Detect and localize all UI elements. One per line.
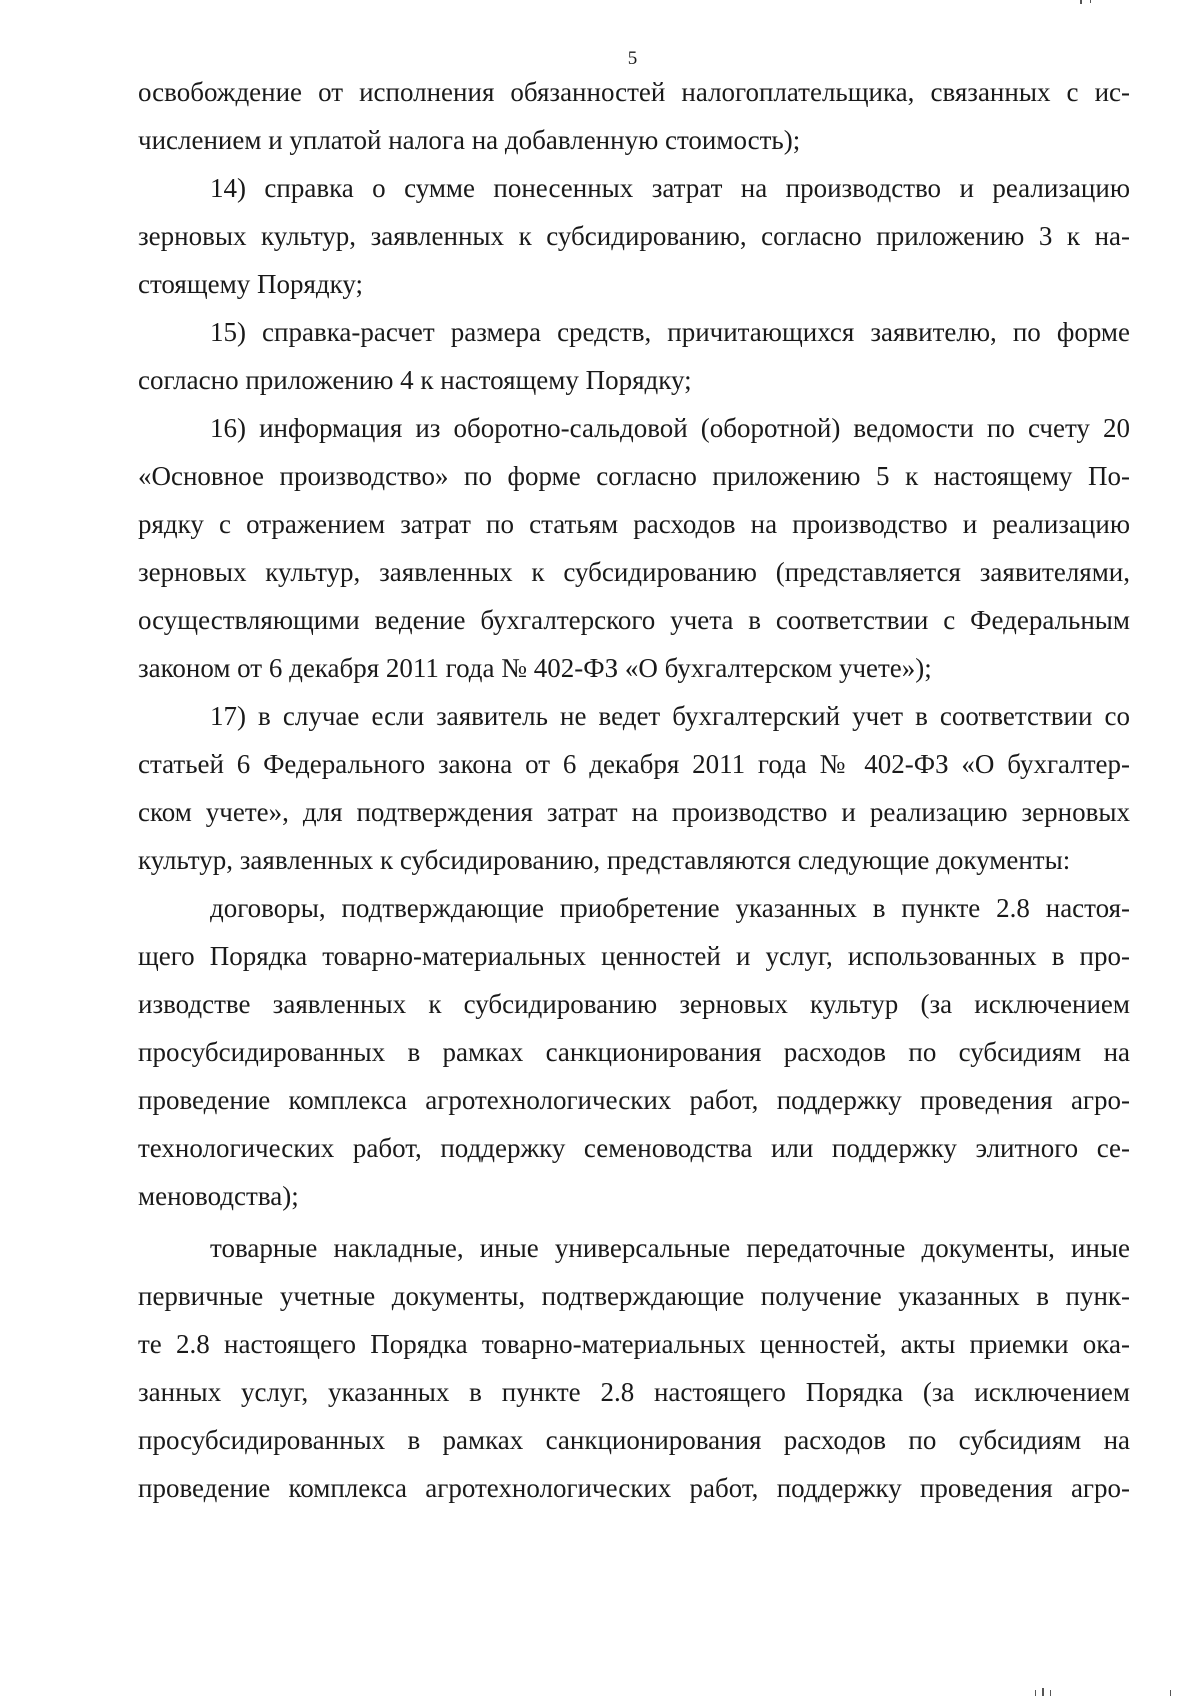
text-line: рядку с отражением затрат по статьям расходов на производство и реализацию <box>138 509 1130 539</box>
scan-artifact <box>1090 0 1091 3</box>
text-line: 16) информация из оборотно-сальдовой (оборотной) ведомости по счету 20 <box>210 413 1130 443</box>
text-line: первичные учетные документы, подтверждающие получение указанных в пунк- <box>138 1281 1130 1311</box>
text-line: проведение комплекса агротехнологических работ, поддержку проведения агро- <box>138 1473 1130 1503</box>
scan-artifact <box>1035 1690 1036 1696</box>
text-line: товарные накладные, иные универсальные передаточные документы, иные <box>210 1233 1130 1263</box>
text-line: стоящему Порядку; <box>138 269 363 299</box>
page-number: 5 <box>627 48 638 69</box>
text-line: договоры, подтверждающие приобретение указанных в пункте 2.8 настоя- <box>210 893 1130 923</box>
scan-artifact <box>1170 1690 1171 1696</box>
text-line: зерновых культур, заявленных к субсидированию, согласно приложению 3 к на- <box>138 221 1130 251</box>
text-line: 14) справка о сумме понесенных затрат на производство и реализацию <box>210 173 1130 203</box>
text-line: ском учете», для подтверждения затрат на производство и реализацию зерновых <box>138 797 1130 827</box>
text-line: изводстве заявленных к субсидированию зерновых культур (за исключением <box>138 989 1130 1019</box>
text-line: меноводства); <box>138 1181 299 1211</box>
text-line: культур, заявленных к субсидированию, представляются следующие документы: <box>138 845 1071 875</box>
text-line: проведение комплекса агротехнологических работ, поддержку проведения агро- <box>138 1085 1130 1115</box>
text-line: технологических работ, поддержку семеноводства или поддержку элитного се- <box>138 1133 1130 1163</box>
text-line: просубсидированных в рамках санкционирования расходов по субсидиям на <box>138 1037 1130 1067</box>
text-line: зерновых культур, заявленных к субсидированию (представляется заявителями, <box>138 557 1130 587</box>
scan-artifact <box>1080 0 1082 4</box>
text-line: освобождение от исполнения обязанностей налогоплательщика, связанных с ис- <box>138 77 1130 107</box>
text-line: щего Порядка товарно-материальных ценностей и услуг, использованных в про- <box>138 941 1130 971</box>
text-line: 17) в случае если заявитель не ведет бухгалтерский учет в соответствии со <box>210 701 1130 731</box>
text-line: занных услуг, указанных в пункте 2.8 настоящего Порядка (за исключением <box>138 1377 1130 1407</box>
text-line: согласно приложению 4 к настоящему Порядку; <box>138 365 692 395</box>
text-line: осуществляющими ведение бухгалтерского учета в соответствии с Федеральным <box>138 605 1130 635</box>
text-line: те 2.8 настоящего Порядка товарно-материальных ценностей, акты приемки ока- <box>138 1329 1130 1359</box>
text-line: законом от 6 декабря 2011 года № 402-ФЗ «О бухгалтерском учете»); <box>138 653 932 683</box>
text-line: числением и уплатой налога на добавленную стоимость); <box>138 125 801 155</box>
text-line: «Основное производство» по форме согласно приложению 5 к настоящему По- <box>138 461 1130 491</box>
scan-artifact <box>1042 1688 1044 1696</box>
text-line: статьей 6 Федерального закона от 6 декабря 2011 года № 402-ФЗ «О бухгалтер- <box>138 749 1130 779</box>
text-line: 15) справка-расчет размера средств, причитающихся заявителю, по форме <box>210 317 1130 347</box>
text-line: просубсидированных в рамках санкционирования расходов по субсидиям на <box>138 1425 1130 1455</box>
scan-artifact <box>1050 1690 1051 1696</box>
